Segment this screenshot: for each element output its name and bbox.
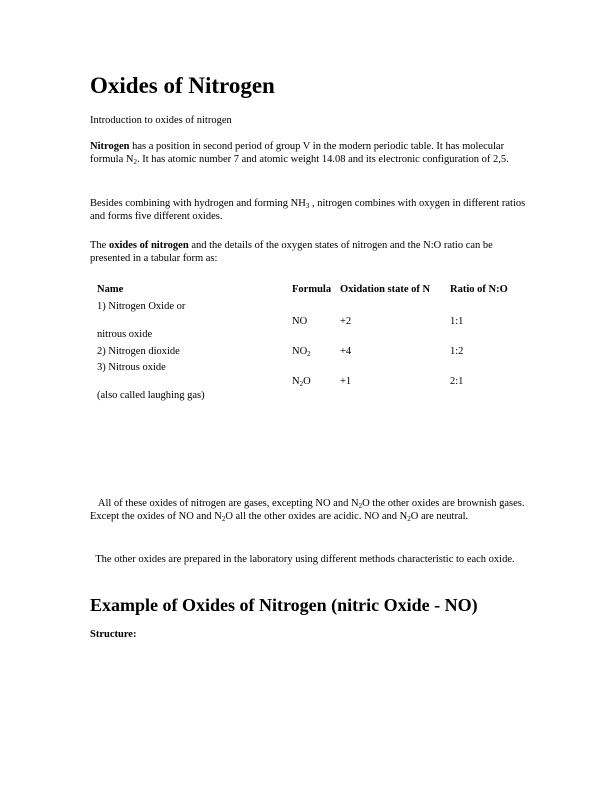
row3-ratio: 2:1 xyxy=(450,376,464,387)
header-name: Name xyxy=(97,284,124,295)
header-ratio: Ratio of N:O xyxy=(450,284,508,295)
paragraph-gases xyxy=(90,497,530,523)
subscript: 2 xyxy=(407,515,411,523)
section-heading: Example of Oxides of Nitrogen (nitric Oxide - NO) xyxy=(90,595,478,615)
intro-text: Introduction to oxides of nitrogen xyxy=(90,115,232,126)
text-run: and the details of the oxygen states of nitrogen and the N:O ratio can be presented in a tabular form as: xyxy=(90,240,493,264)
paragraph-laboratory: The other oxides are prepared in the laboratory using different methods characteristic to each oxide. xyxy=(90,554,515,565)
subscript: 2 xyxy=(299,380,304,388)
bold-term: oxides of nitrogen xyxy=(108,240,189,251)
text-run: All of these oxides of nitrogen are gases, excepting NO and N xyxy=(90,498,359,509)
row2-name: 2) Nitrogen dioxide xyxy=(97,346,180,357)
bold-term: Nitrogen xyxy=(90,141,130,152)
row2-ratio: 1:2 xyxy=(450,346,464,357)
row1-formula: NO xyxy=(292,316,308,327)
text-run: O the other oxides are brownish gases. Except the oxides of NO and N xyxy=(90,498,528,522)
row2-formula xyxy=(292,345,311,358)
row2-oxidation: +4 xyxy=(340,346,352,357)
row1-oxidation: +2 xyxy=(340,316,352,327)
text-run: has a position in second period of group V in the modern periodic table. It has molecular formula N xyxy=(90,141,505,165)
header-oxidation: Oxidation state of N xyxy=(340,284,431,295)
header-formula: Formula xyxy=(292,284,332,295)
row3-name-cont: (also called laughing gas) xyxy=(97,390,205,401)
text-run: The xyxy=(90,240,109,251)
subscript: 2 xyxy=(221,515,226,523)
text-run: , nitrogen combines with oxygen in different ratios and forms five different oxides. xyxy=(90,198,526,222)
structure-label: Structure: xyxy=(90,629,137,640)
text-run: Besides combining with hydrogen and forming NH xyxy=(90,198,306,209)
row3-name: 3) Nitrous oxide xyxy=(97,362,166,373)
row1-name-cont: nitrous oxide xyxy=(97,329,153,340)
subscript: 2 xyxy=(358,502,363,510)
row1-name: 1) Nitrogen Oxide or xyxy=(97,301,186,312)
subscript: 3 xyxy=(305,202,310,210)
subscript: 2 xyxy=(133,158,137,166)
text-run: N xyxy=(292,376,300,387)
row3-formula xyxy=(292,375,311,388)
text-run: . It has atomic number 7 and atomic weight 14.08 and its electronic configuration of 2,5. xyxy=(136,154,509,165)
text-run: O all the other oxides are acidic. NO and N xyxy=(225,511,408,522)
text-run: O are neutral. xyxy=(410,511,469,522)
text-run: O xyxy=(303,376,311,387)
row3-oxidation: +1 xyxy=(340,376,352,387)
row1-ratio: 1:1 xyxy=(450,316,464,327)
text-run: NO xyxy=(292,346,308,357)
subscript: 2 xyxy=(307,350,311,358)
page-title: Oxides of Nitrogen xyxy=(90,73,275,98)
